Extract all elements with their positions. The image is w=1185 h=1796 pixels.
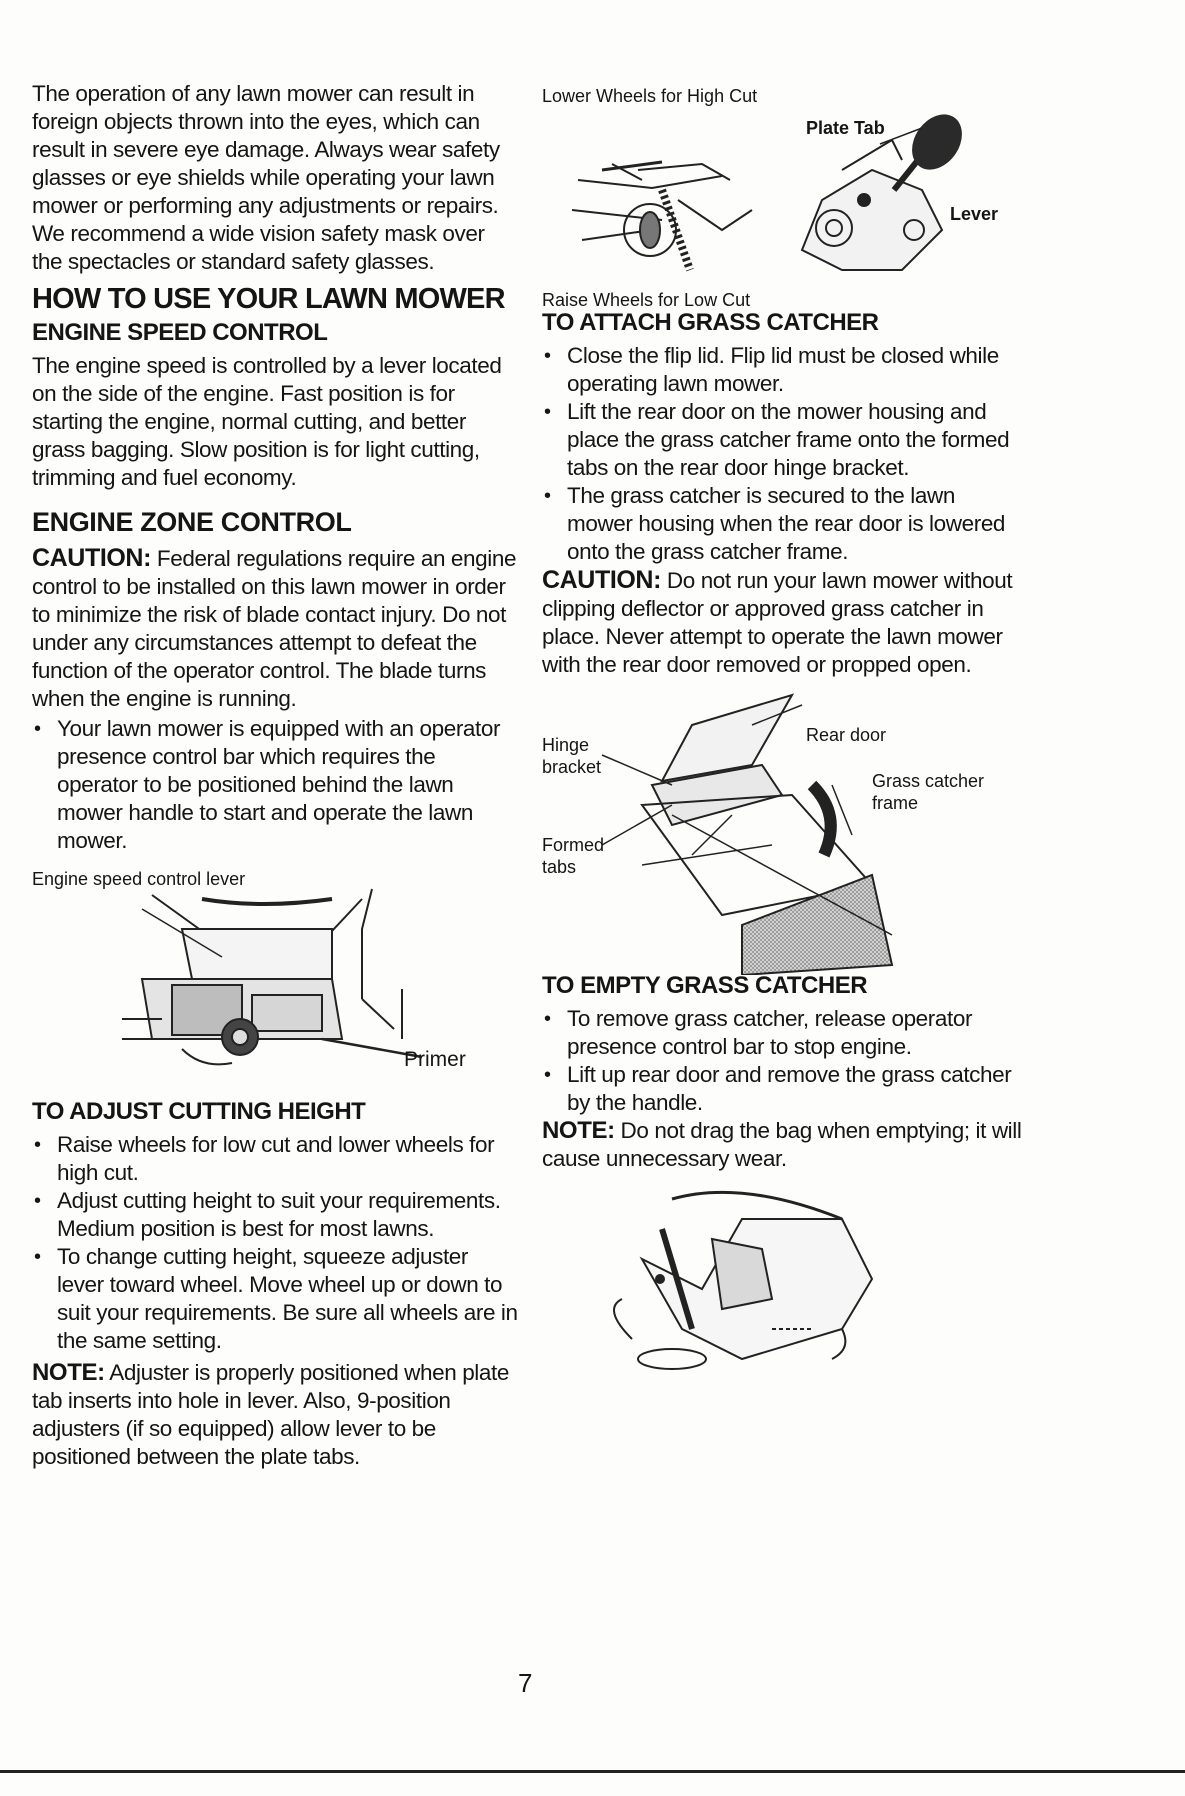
engine-zone-bullets xyxy=(32,715,520,855)
plate-tab-label: Plate Tab xyxy=(806,118,885,138)
emptying-illustration xyxy=(542,1179,962,1379)
engine-speed-paragraph: The engine speed is controlled by a lever located on the side of the engine. Fast position is for starting the engine, normal cutting, and better grass bagging. Slow position is for light cutting, trimming and fuel economy. xyxy=(32,353,502,490)
caution-label: CAUTION: xyxy=(32,544,152,572)
hinge-label: Hinge xyxy=(542,735,590,755)
primer-label: Primer xyxy=(404,1048,466,1071)
note-label: NOTE: xyxy=(542,1117,615,1144)
empty-grass-catcher-heading: TO EMPTY GRASS CATCHER xyxy=(542,972,868,999)
list-item: • Lift up rear door and remove the grass catcher by the handle. xyxy=(542,1061,1022,1117)
list-item: • To change cutting height, squeeze adjuster lever toward wheel. Move wheel up or down to suit your requirements. Be sure all wheels are in the same setting. xyxy=(32,1243,520,1355)
empty-bullets xyxy=(542,1005,1022,1117)
how-to-use-heading: HOW TO USE YOUR LAWN MOWER xyxy=(32,283,505,315)
list-item: • Lift the rear door on the mower housing and place the grass catcher frame onto the formed tabs on the rear door hinge bracket. xyxy=(542,398,1022,482)
grass-catcher-figure xyxy=(542,685,1022,975)
adjust-note-paragraph xyxy=(32,1359,520,1471)
note-label: NOTE: xyxy=(32,1359,105,1386)
grass-catcher-illustration xyxy=(542,685,962,975)
list-item: • Close the flip lid. Flip lid must be closed while operating lawn mower. xyxy=(542,342,1022,398)
wheel-adjuster-illustration xyxy=(542,80,962,288)
list-item: • The grass catcher is secured to the lawn mower housing when the rear door is lowered onto the grass catcher frame. xyxy=(542,482,1022,566)
note-text: Do not drag the bag when emptying; it will cause unnecessary wear. xyxy=(542,1118,1022,1171)
caution-label: CAUTION: xyxy=(542,566,662,594)
attach-caution-paragraph xyxy=(542,566,1022,679)
attach-grass-catcher-heading: TO ATTACH GRASS CATCHER xyxy=(542,309,879,336)
adjust-bullets xyxy=(32,1131,520,1355)
empty-note-paragraph xyxy=(542,1117,1022,1173)
lever-label: Lever xyxy=(950,204,999,224)
lower-wheels-caption: Lower Wheels for High Cut xyxy=(542,86,758,106)
formed-label: Formed xyxy=(542,835,605,855)
rear-door-label: Rear door xyxy=(806,725,887,745)
list-item: • Adjust cutting height to suit your requirements. Medium position is best for most lawns. xyxy=(32,1187,520,1243)
page-number: 7 xyxy=(518,1668,533,1698)
engine-zone-control-heading: ENGINE ZONE CONTROL xyxy=(32,507,352,537)
figure-caption: Engine speed control lever xyxy=(32,869,246,889)
list-item: • To remove grass catcher, release operator presence control bar to stop engine. xyxy=(542,1005,1022,1061)
engine-speed-figure xyxy=(32,869,520,1093)
grass-catcher-label: Grass catcher xyxy=(872,771,985,791)
engine-zone-caution-paragraph xyxy=(32,544,520,713)
adjust-cutting-height-heading: TO ADJUST CUTTING HEIGHT xyxy=(32,1098,366,1125)
tabs-label: tabs xyxy=(542,857,577,877)
emptying-figure xyxy=(542,1179,1022,1379)
list-item: • Your lawn mower is equipped with an operator presence control bar which requires the operator to be positioned behind the lawn mower handle to start and operate the lawn mower. xyxy=(32,715,520,855)
raise-wheels-caption: Raise Wheels for Low Cut xyxy=(542,290,751,310)
frame-label: frame xyxy=(872,793,919,813)
caution-text: Federal regulations require an engine control to be installed on this lawn mower in order to minimize the risk of blade contact injury. Do not under any circumstances attempt to defeat the function of the operator control. The blade turns when the engine is running. xyxy=(32,546,517,711)
bottom-rule xyxy=(0,1770,1185,1773)
attach-bullets xyxy=(542,342,1022,566)
right-column xyxy=(542,80,1022,1379)
caution-text: Do not run your lawn mower without clipping deflector or approved grass catcher in place. Never attempt to operate the lawn mower with the rear door removed or propped open. xyxy=(542,568,1013,677)
safety-intro-paragraph: The operation of any lawn mower can result in foreign objects thrown into the eyes, which can result in severe eye damage. Always wear safety glasses or eye shields while operating your lawn mower or performing any adjustments or repairs. We recommend a wide vision safety mask over the spectacles or standard safety glasses. xyxy=(32,81,500,274)
bracket-label: bracket xyxy=(542,757,602,777)
wheel-height-figure xyxy=(542,80,1022,310)
engine-speed-control-heading: ENGINE SPEED CONTROL xyxy=(32,319,328,346)
left-column xyxy=(32,80,520,1471)
list-item: • Raise wheels for low cut and lower wheels for high cut. xyxy=(32,1131,520,1187)
note-text: Adjuster is properly positioned when plate tab inserts into hole in lever. Also, 9-position adjusters (if so equipped) allow lever to be positioned between the plate tabs. xyxy=(32,1360,509,1469)
